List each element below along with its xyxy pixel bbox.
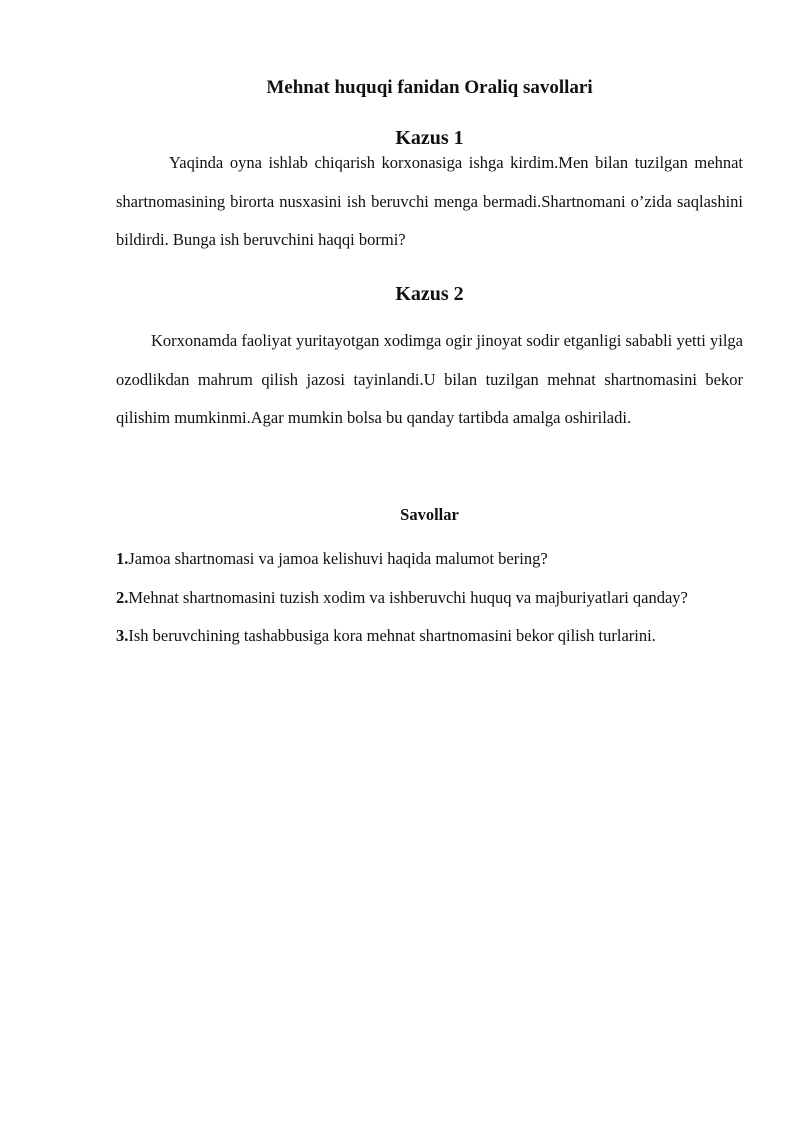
question-text: Mehnat shartnomasini tuzish xodim va ishberuvchi huquq va majburiyatlari qanday? (128, 587, 688, 607)
question-text: Jamoa shartnomasi va jamoa kelishuvi haqida malumot bering? (128, 549, 548, 568)
question-item (116, 579, 743, 618)
questions-heading: Savollar (400, 505, 459, 524)
question-text: Ish beruvchining tashabbusiga kora mehnat shartnomasini bekor qilish turlarini. (128, 626, 656, 645)
document-title: Mehnat huquqi fanidan Oraliq savollari (266, 77, 593, 98)
question-number: 3. (116, 626, 129, 645)
question-number: 2. (116, 587, 129, 607)
case-1-text: Yaqinda oyna ishlab chiqarish korxonasiga ishga kirdim.Men bilan tuzilgan mehnat shartnomasining birorta nusxasini ish beruvchi menga bermadi.Shartnomani o’zida saqlashini bildirdi. Bunga ish beruvchini haqqi bormi? (116, 153, 743, 249)
case-1-heading: Kazus 1 (395, 127, 464, 149)
question-number: 1. (116, 549, 129, 568)
question-item (116, 540, 743, 579)
questions-list (116, 540, 743, 656)
question-item (116, 617, 743, 656)
case-2-text: Korxonamda faoliyat yuritayotgan xodimga ogir jinoyat sodir etganligi sababli yetti yilga ozodlikdan mahrum qilish jazosi tayinlandi.U bilan tuzilgan mehnat shartnomasini bekor qilishim mumkinmi.Agar mumkin bolsa bu qanday tartibda amalga oshiriladi. (116, 331, 743, 427)
case-2-heading: Kazus 2 (395, 283, 464, 305)
